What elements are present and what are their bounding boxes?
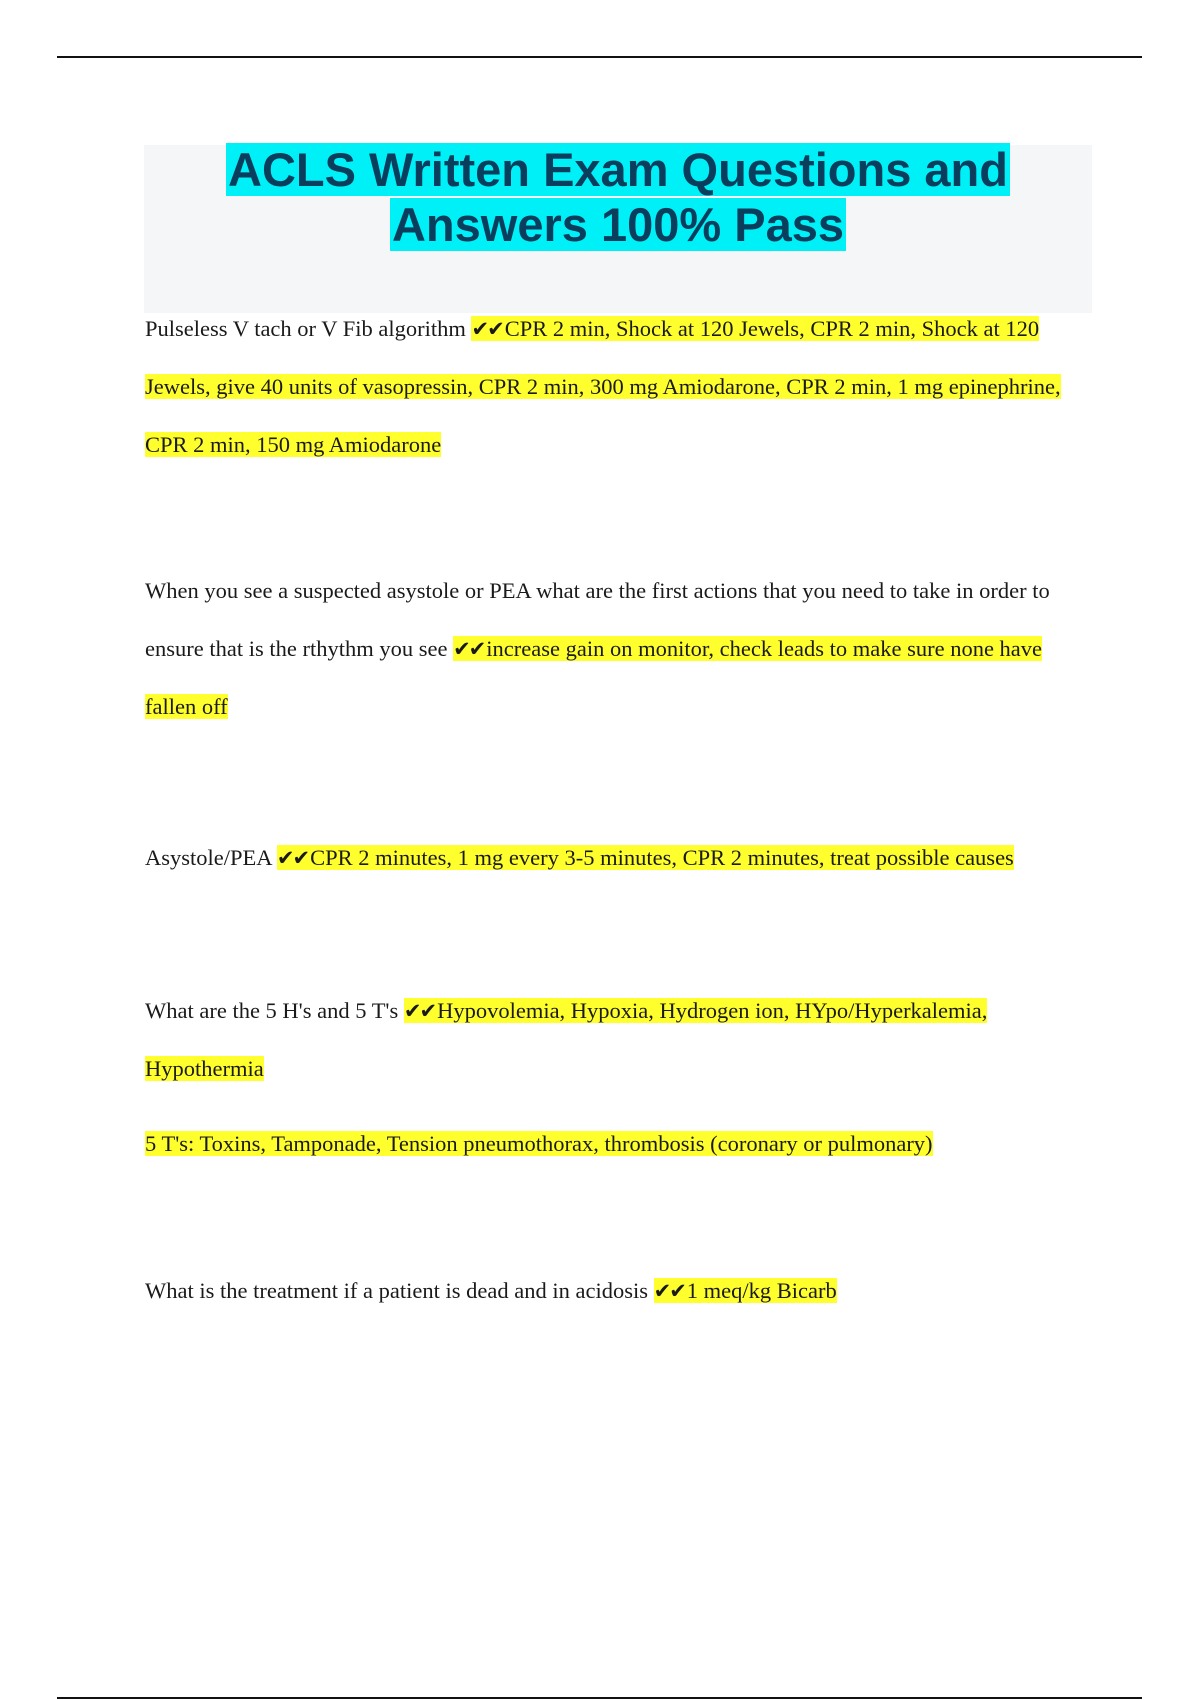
double-check-icon: ✔✔ — [403, 999, 436, 1023]
answer-extra-text: 5 T's: Toxins, Tamponade, Tension pneumothorax, thrombosis (coronary or pulmonary) — [145, 1131, 933, 1156]
answer-text: increase gain on monitor, check leads to make sure none have fallen off — [145, 636, 1043, 719]
qa-item-acidosis — [145, 1262, 1095, 1320]
answer-highlight — [277, 845, 1014, 870]
footer-rule — [57, 1697, 1142, 1699]
question-text: Asystole/PEA — [145, 845, 272, 870]
double-check-icon: ✔✔ — [453, 637, 485, 661]
document-title — [144, 142, 1092, 252]
double-check-icon: ✔✔ — [653, 1279, 685, 1303]
header-rule — [57, 56, 1142, 58]
answer-highlight — [654, 1278, 837, 1303]
title-line-1: ACLS Written Exam Questions and — [228, 143, 1008, 196]
question-text: What are the 5 H's and 5 T's — [145, 998, 399, 1023]
qa-item-asystole-pea — [145, 829, 1095, 887]
double-check-icon: ✔✔ — [471, 317, 503, 341]
answer-text: 1 meq/kg Bicarb — [686, 1278, 837, 1303]
answer-text: Hypovolemia, Hypoxia, Hydrogen ion, HYpo/Hyperkalemia, Hypothermia — [145, 998, 988, 1081]
title-line-2: Answers 100% Pass — [391, 198, 844, 251]
answer-text: CPR 2 min, Shock at 120 Jewels, CPR 2 min, Shock at 120 Jewels, give 40 units of vasopressin, CPR 2 min, 300 mg Amiodarone, CPR 2 min, 1 mg epinephrine, CPR 2 min, 150 mg Amiodarone — [145, 316, 1061, 457]
question-text: What is the treatment if a patient is dead and in acidosis — [145, 1278, 648, 1303]
double-check-icon: ✔✔ — [276, 846, 309, 870]
question-text: When you see a suspected asystole or PEA what are the first actions that you need to take in order to ensure that is the rthythm you see — [145, 578, 1050, 661]
qa-item-hs-ts — [145, 982, 1095, 1098]
qa-item-asystole-check — [145, 562, 1095, 736]
answer-text: CPR 2 minutes, 1 mg every 3-5 minutes, CPR 2 minutes, treat possible causes — [310, 845, 1014, 870]
qa-item-vfib — [145, 300, 1095, 474]
qa-item-ts-list — [145, 1115, 1095, 1173]
question-text: Pulseless V tach or V Fib algorithm — [145, 316, 466, 341]
